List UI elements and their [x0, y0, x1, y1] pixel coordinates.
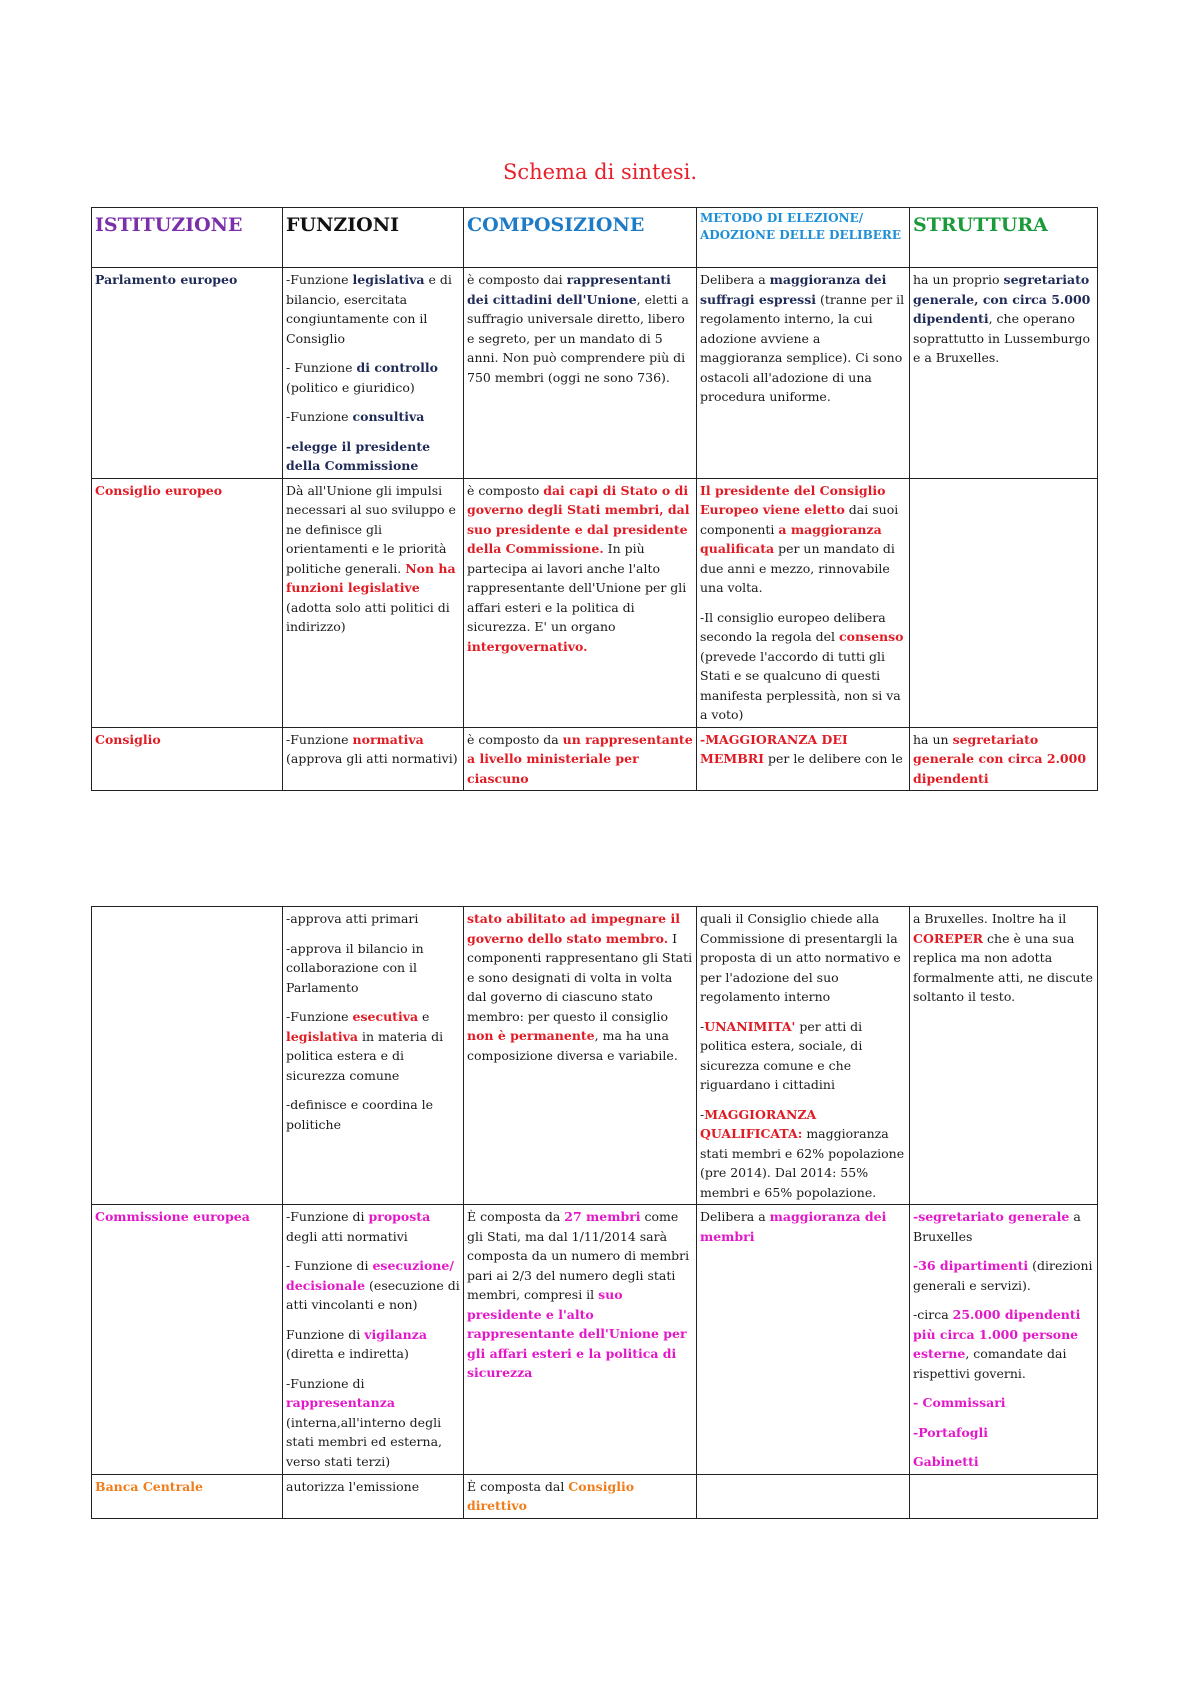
cell-paragraph [700, 481, 906, 598]
cell-paragraph [286, 481, 460, 637]
highlighted-text: Gabinetti [913, 1454, 979, 1469]
cell-istituzione: Banca Centrale [92, 1474, 283, 1518]
cell-composizione [464, 1474, 697, 1518]
cell-paragraph [467, 1477, 693, 1516]
text-run: -definisce e coordina le politiche [286, 1097, 434, 1132]
cell-paragraph [286, 1007, 460, 1085]
row-consiglio [92, 727, 1098, 791]
cell-paragraph [467, 481, 693, 657]
cell-paragraph [467, 909, 693, 1065]
cell-istituzione: Consiglio europeo [92, 478, 283, 727]
cell-paragraph [913, 1305, 1094, 1383]
cell-paragraph [286, 1207, 460, 1246]
cell-paragraph [700, 1105, 906, 1203]
cell-paragraph [913, 730, 1094, 789]
text-run: Funzione di [286, 1326, 365, 1342]
text-run: (adotta solo atti politici di indirizzo) [286, 599, 450, 634]
text-run: (esecuzione di atti vincolanti e non) [286, 1277, 460, 1312]
text-run: È composta da [467, 1209, 565, 1224]
highlighted-text: -Portafogli [913, 1424, 988, 1440]
cell-metodo [697, 478, 910, 727]
cell-paragraph [286, 1374, 460, 1472]
header-struttura: STRUTTURA [910, 208, 1098, 268]
text-run: (politico e giuridico) [286, 379, 415, 395]
highlighted-text: maggioranza dei suffragi espressi [700, 272, 887, 307]
cell-istituzione [92, 907, 283, 1205]
cell-paragraph [913, 1256, 1094, 1295]
cell-paragraph [286, 730, 460, 769]
cell-paragraph [913, 270, 1094, 368]
highlighted-text: esecuzione/ decisionale [286, 1258, 454, 1293]
cell-paragraph [286, 407, 460, 427]
text-run: per atti di politica estera, sociale, di sicurezza comune e che riguardano i cittadini [700, 1018, 863, 1092]
header-istituzione: ISTITUZIONE [92, 208, 283, 268]
highlighted-text: maggioranza dei membri [700, 1209, 887, 1244]
highlighted-text: proposta [368, 1209, 431, 1224]
text-run: autorizza l'emissione [286, 1478, 420, 1494]
text-run: che è una sua replica ma non adotta formalmente atti, ne discute soltanto il testo. [913, 930, 1093, 1004]
header-metodo: METODO DI ELEZIONE/ ADOZIONE DELLE DELIBERE [697, 208, 910, 268]
text-run: Dà all'Unione gli impulsi necessari al suo sviluppo e ne definisce gli orientamenti e le priorità politiche generali. [286, 482, 456, 576]
text-run: in materia di politica estera e di sicurezza comune [286, 1028, 444, 1083]
highlighted-text: legislativa [286, 1028, 358, 1044]
cell-paragraph [286, 1477, 460, 1497]
highlighted-text: Il presidente del Consiglio Europeo viene eletto [700, 482, 886, 517]
cell-struttura [910, 268, 1098, 479]
text-run: maggioranza stati membri e 62% popolazione (pre 2014). Dal 2014: 55% membri e 65% popolazione. [700, 1126, 905, 1200]
cell-composizione [464, 907, 697, 1205]
highlighted-text: normativa [352, 731, 424, 747]
header-composizione: COMPOSIZIONE [464, 208, 697, 268]
text-run: Delibera a [700, 272, 770, 287]
text-run: ha un proprio [913, 272, 1004, 287]
row-commissione-europea [92, 1205, 1098, 1475]
text-run: Delibera a [700, 1209, 770, 1224]
text-run: a Bruxelles. Inoltre ha il [913, 911, 1067, 926]
text-run: ha un [913, 731, 953, 747]
cell-paragraph [467, 730, 693, 789]
text-run: quali il Consiglio chiede alla Commissione di presentargli la proposta di un atto normativo e per l'adozione del suo regolamento interno [700, 911, 901, 1004]
cell-composizione [464, 727, 697, 791]
text-run: (diretta e indiretta) [286, 1346, 409, 1361]
cell-paragraph [700, 730, 906, 769]
highlighted-text: vigilanza [364, 1326, 427, 1342]
highlighted-text: segretariato generale, con circa 5.000 dipendenti [913, 272, 1091, 326]
text-run: , comandate dai rispettivi governi. [913, 1346, 1067, 1381]
text-run: è composto dai [467, 272, 567, 287]
text-run: a Bruxelles [913, 1209, 1081, 1244]
text-run: -approva atti primari [286, 911, 419, 926]
text-run: , che operano soprattutto in Lussemburgo e a Bruxelles. [913, 311, 1091, 365]
cell-paragraph [700, 1207, 906, 1246]
cell-paragraph [913, 1393, 1094, 1413]
cell-paragraph [467, 1207, 693, 1383]
highlighted-text: 25.000 dipendenti più circa 1.000 persone esterne [913, 1307, 1081, 1361]
cell-paragraph [913, 909, 1094, 1007]
highlighted-text: legislativa [352, 272, 425, 287]
cell-metodo [697, 907, 910, 1205]
page-title: Schema di sintesi. [502, 160, 698, 184]
cell-composizione [464, 268, 697, 479]
summary-table-page-1 [91, 207, 1098, 791]
cell-paragraph [700, 270, 906, 407]
highlighted-text: UNANIMITA' [704, 1018, 796, 1034]
highlighted-text: un rappresentante a livello ministeriale per ciascuno [467, 731, 693, 786]
cell-istituzione: Consiglio [92, 727, 283, 791]
highlighted-text: MAGGIORANZA QUALIFICATA: [700, 1106, 817, 1141]
text-run: (prevede l'accordo di tutti gli Stati e se qualcuno di questi manifesta perplessità, non si va a voto) [700, 648, 901, 722]
cell-paragraph [467, 270, 693, 387]
highlighted-text: consenso [839, 629, 904, 644]
text-run: I componenti rappresentano gli Stati e sono designati di volta in volta dal governo di ciascuno stato membro: per questo il consiglio [467, 930, 693, 1024]
text-run: , ma ha una composizione diversa e variabile. [467, 1028, 678, 1063]
highlighted-text: rappresentanti dei cittadini dell'Unione [467, 272, 671, 307]
highlighted-text: COREPER [913, 930, 984, 946]
text-run: è composto [467, 482, 544, 498]
text-run: come gli Stati, ma dal 1/11/2014 sarà composta da un numero di membri pari ai 2/3 del numero degli stati membri, compresi il [467, 1209, 690, 1302]
cell-funzioni [283, 268, 464, 479]
cell-paragraph [700, 909, 906, 1007]
highlighted-text: -MAGGIORANZA DEI MEMBRI [700, 731, 848, 766]
cell-composizione [464, 478, 697, 727]
highlighted-text: suo presidente e l'alto rappresentante dell'Unione per gli affari esteri e la politica di sicurezza [467, 1287, 687, 1380]
header-row [92, 208, 1098, 268]
cell-composizione [464, 1205, 697, 1475]
text-run: -circa [913, 1307, 953, 1322]
cell-metodo [697, 727, 910, 791]
text-run: e di bilancio, esercitata congiuntamente con il Consiglio [286, 272, 452, 346]
highlighted-text: esecutiva [352, 1009, 419, 1024]
highlighted-text: Non ha funzioni legislative [286, 560, 456, 595]
cell-metodo [697, 1205, 910, 1475]
text-run: e [418, 1009, 430, 1024]
text-run: -Il consiglio europeo delibera secondo la regola del [700, 609, 886, 644]
cell-paragraph [700, 1017, 906, 1095]
cell-funzioni [283, 727, 464, 791]
text-run: (interna,all'interno degli stati membri ed esterna, verso stati terzi) [286, 1414, 442, 1469]
cell-paragraph [286, 1256, 460, 1315]
cell-metodo [697, 1474, 910, 1518]
cell-funzioni [283, 478, 464, 727]
cell-paragraph [700, 608, 906, 725]
highlighted-text: -segretariato generale [913, 1209, 1070, 1224]
highlighted-text: Consiglio direttivo [467, 1478, 635, 1513]
text-run: dai suoi componenti [700, 502, 899, 537]
summary-table-page-2 [91, 906, 1098, 1519]
cell-paragraph [913, 1207, 1094, 1246]
cell-metodo [697, 268, 910, 479]
highlighted-text: di controllo [356, 360, 438, 375]
text-run: , eletti a suffragio universale diretto, libero e segreto, per un mandato di 5 anni. Non può comprendere più di 750 membri (oggi ne sono 736). [467, 291, 689, 385]
cell-paragraph [286, 1095, 460, 1134]
text-run: è composto da [467, 731, 563, 747]
cell-struttura [910, 907, 1098, 1205]
highlighted-text: - Commissari [913, 1395, 1006, 1410]
cell-istituzione: Parlamento europeo [92, 268, 283, 479]
cell-struttura [910, 727, 1098, 791]
cell-paragraph [286, 270, 460, 348]
highlighted-text: intergovernativo. [467, 638, 588, 654]
highlighted-text: -elegge il presidente della Commissione [286, 438, 431, 473]
text-run: (approva gli atti normativi) [286, 751, 458, 766]
text-run: - Funzione [286, 360, 357, 375]
row-parlamento-europeo [92, 268, 1098, 479]
text-run: -Funzione [286, 409, 353, 424]
row-consiglio-europeo [92, 478, 1098, 727]
cell-funzioni [283, 1474, 464, 1518]
text-run: -Funzione di [286, 1209, 369, 1224]
cell-funzioni [283, 1205, 464, 1475]
text-run: (direzioni generali e servizi). [913, 1258, 1093, 1293]
cell-struttura [910, 478, 1098, 727]
cell-struttura [910, 1474, 1098, 1518]
cell-paragraph [286, 939, 460, 998]
text-run: - [700, 1106, 705, 1122]
cell-paragraph [286, 909, 460, 929]
highlighted-text: -36 dipartimenti [913, 1258, 1029, 1273]
highlighted-text: 27 membri [564, 1209, 641, 1224]
row-banca-centrale [92, 1474, 1098, 1518]
highlighted-text: a maggioranza qualificata [700, 521, 882, 556]
cell-paragraph [286, 1325, 460, 1364]
row-consiglio-continued [92, 907, 1098, 1205]
text-run: per le delibere con le [764, 751, 903, 766]
text-run: È composta dal [467, 1478, 569, 1494]
cell-paragraph [286, 437, 460, 476]
highlighted-text: dai capi di Stato o di governo degli Stati membri, dal suo presidente e dal presidente della Commissione. [467, 482, 690, 556]
cell-funzioni [283, 907, 464, 1205]
text-run: - Funzione di [286, 1258, 373, 1273]
highlighted-text: segretariato generale con circa 2.000 dipendenti [913, 731, 1087, 786]
highlighted-text: stato abilitato ad impegnare il governo dello stato membro. [467, 911, 680, 946]
text-run: -Funzione [286, 272, 353, 287]
text-run: -Funzione di [286, 1375, 365, 1391]
cell-istituzione: Commissione europea [92, 1205, 283, 1475]
text-run: per un mandato di due anni e mezzo, rinnovabile una volta. [700, 541, 895, 595]
text-run: (tranne per il regolamento interno, la cui adozione avviene a maggioranza semplice). Ci sono ostacoli all'adozione di una procedura uniforme. [700, 291, 905, 404]
cell-struttura [910, 1205, 1098, 1475]
text-run: -Funzione [286, 731, 353, 747]
text-run: In più partecipa ai lavori anche l'alto rappresentante dell'Unione per gli affari esteri e la politica di sicurezza. E' un organo [467, 541, 687, 634]
highlighted-text: consultiva [352, 409, 425, 424]
text-run: -approva il bilancio in collaborazione con il Parlamento [286, 940, 424, 995]
text-run: -Funzione [286, 1009, 353, 1024]
cell-paragraph [286, 358, 460, 397]
text-run: - [700, 1018, 705, 1034]
highlighted-text: rappresentanza [286, 1395, 395, 1410]
text-run: degli atti normativi [286, 1228, 408, 1244]
highlighted-text: non è permanente [467, 1028, 595, 1043]
cell-paragraph [913, 1423, 1094, 1443]
header-funzioni: FUNZIONI [283, 208, 464, 268]
cell-paragraph [913, 1452, 1094, 1472]
